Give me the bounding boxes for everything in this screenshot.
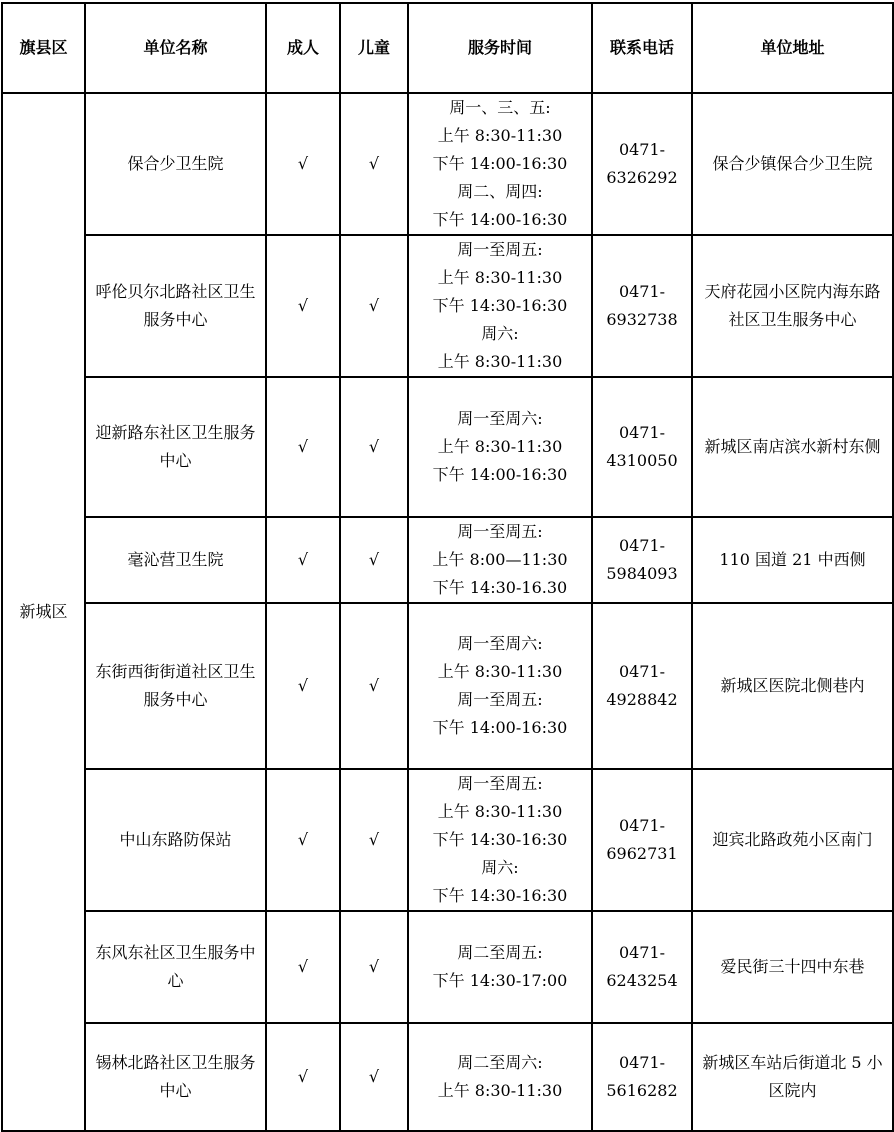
service-time-line: 上午 8:30-11:30 [437, 662, 563, 681]
unit-name-cell: 保合少卫生院 [85, 93, 266, 235]
adult-check-icon: √ [266, 93, 340, 235]
service-time-line: 下午 14:30-16:30 [432, 830, 568, 849]
unit-name-cell: 东风东社区卫生服务中心 [85, 911, 266, 1023]
phone-line: 0471- [618, 536, 666, 555]
header-phone: 联系电话 [592, 3, 692, 93]
service-time-line: 下午 14:30-17:00 [432, 971, 568, 990]
service-time-line: 周六: [481, 858, 519, 877]
service-time-cell [408, 603, 592, 769]
phone-cell [592, 1023, 692, 1131]
phone-cell [592, 769, 692, 911]
child-check-icon: √ [340, 93, 408, 235]
address-cell: 110 国道 21 中西侧 [692, 517, 893, 603]
phone-line: 0471- [618, 662, 666, 681]
unit-name-cell: 中山东路防保站 [85, 769, 266, 911]
service-time-line: 下午 14:30-16:30 [432, 296, 568, 315]
service-time-cell [408, 235, 592, 377]
service-time-line: 周一至周五: [457, 522, 543, 541]
phone-cell [592, 911, 692, 1023]
service-time-line: 周一至周五: [457, 240, 543, 259]
phone-cell [592, 517, 692, 603]
table-row [2, 235, 893, 377]
adult-check-icon: √ [266, 377, 340, 517]
address-cell: 爱民街三十四中东巷 [692, 911, 893, 1023]
adult-check-icon: √ [266, 517, 340, 603]
table-row [2, 769, 893, 911]
service-time-line: 周二、周四: [457, 182, 543, 201]
header-district: 旗县区 [2, 3, 85, 93]
service-time-line: 周一至周五: [457, 690, 543, 709]
table-row [2, 911, 893, 1023]
header-row [2, 3, 893, 93]
adult-check-icon: √ [266, 911, 340, 1023]
table-row [2, 603, 893, 769]
child-check-icon: √ [340, 1023, 408, 1131]
phone-line: 0471- [618, 1053, 666, 1072]
unit-name-cell: 呼伦贝尔北路社区卫生服务中心 [85, 235, 266, 377]
header-child: 儿童 [340, 3, 408, 93]
phone-line: 6962731 [606, 844, 678, 863]
child-check-icon: √ [340, 769, 408, 911]
service-time-line: 上午 8:30-11:30 [437, 1081, 563, 1100]
unit-name-cell: 锡林北路社区卫生服务中心 [85, 1023, 266, 1131]
address-cell: 天府花园小区院内海东路社区卫生服务中心 [692, 235, 893, 377]
service-time-line: 周六: [481, 324, 519, 343]
header-adult: 成人 [266, 3, 340, 93]
child-check-icon: √ [340, 235, 408, 377]
phone-line: 6932738 [606, 310, 678, 329]
service-time-line: 上午 8:30-11:30 [437, 126, 563, 145]
service-time-line: 周一至周五: [457, 774, 543, 793]
address-cell: 新城区医院北侧巷内 [692, 603, 893, 769]
phone-line: 0471- [618, 423, 666, 442]
service-time-line: 下午 14:00-16:30 [432, 154, 568, 173]
child-check-icon: √ [340, 377, 408, 517]
phone-line: 0471- [618, 943, 666, 962]
unit-name-cell: 迎新路东社区卫生服务中心 [85, 377, 266, 517]
child-check-icon: √ [340, 603, 408, 769]
district-cell: 新城区 [2, 93, 85, 1131]
adult-check-icon: √ [266, 603, 340, 769]
address-cell: 新城区南店滨水新村东侧 [692, 377, 893, 517]
table-row [2, 517, 893, 603]
phone-line: 4310050 [606, 451, 678, 470]
phone-line: 6326292 [606, 168, 678, 187]
table-row [2, 93, 893, 235]
adult-check-icon: √ [266, 235, 340, 377]
service-time-line: 下午 14:30-16:30 [432, 886, 568, 905]
service-time-line: 下午 14:00-16:30 [432, 718, 568, 737]
table-row [2, 377, 893, 517]
vaccination-clinic-table [1, 2, 894, 1132]
service-time-line: 周一至周六: [457, 409, 543, 428]
address-cell: 新城区车站后街道北 5 小区院内 [692, 1023, 893, 1131]
service-time-line: 下午 14:30-16.30 [432, 578, 568, 597]
phone-line: 6243254 [606, 971, 678, 990]
table-row [2, 1023, 893, 1131]
header-unit-name: 单位名称 [85, 3, 266, 93]
phone-cell [592, 93, 692, 235]
address-cell: 保合少镇保合少卫生院 [692, 93, 893, 235]
phone-cell [592, 377, 692, 517]
service-time-line: 上午 8:00—11:30 [432, 550, 568, 569]
adult-check-icon: √ [266, 769, 340, 911]
service-time-line: 上午 8:30-11:30 [437, 437, 563, 456]
address-cell: 迎宾北路政苑小区南门 [692, 769, 893, 911]
phone-line: 5616282 [606, 1081, 678, 1100]
child-check-icon: √ [340, 517, 408, 603]
service-time-line: 下午 14:00-16:30 [432, 465, 568, 484]
phone-line: 5984093 [606, 564, 678, 583]
service-time-line: 上午 8:30-11:30 [437, 352, 563, 371]
service-time-line: 上午 8:30-11:30 [437, 802, 563, 821]
service-time-cell [408, 911, 592, 1023]
service-time-line: 周一、三、五: [449, 98, 551, 117]
phone-cell [592, 235, 692, 377]
service-time-cell [408, 769, 592, 911]
service-time-cell [408, 93, 592, 235]
phone-line: 0471- [618, 816, 666, 835]
service-time-line: 周一至周六: [457, 634, 543, 653]
service-time-line: 周二至周六: [457, 1053, 543, 1072]
phone-line: 0471- [618, 140, 666, 159]
service-time-line: 上午 8:30-11:30 [437, 268, 563, 287]
service-time-cell [408, 1023, 592, 1131]
adult-check-icon: √ [266, 1023, 340, 1131]
phone-cell [592, 603, 692, 769]
phone-line: 0471- [618, 282, 666, 301]
service-time-cell [408, 377, 592, 517]
service-time-line: 周二至周五: [457, 943, 543, 962]
service-time-line: 下午 14:00-16:30 [432, 210, 568, 229]
service-time-cell [408, 517, 592, 603]
header-address: 单位地址 [692, 3, 893, 93]
unit-name-cell: 毫沁营卫生院 [85, 517, 266, 603]
phone-line: 4928842 [606, 690, 678, 709]
unit-name-cell: 东街西街街道社区卫生服务中心 [85, 603, 266, 769]
header-service-time: 服务时间 [408, 3, 592, 93]
child-check-icon: √ [340, 911, 408, 1023]
